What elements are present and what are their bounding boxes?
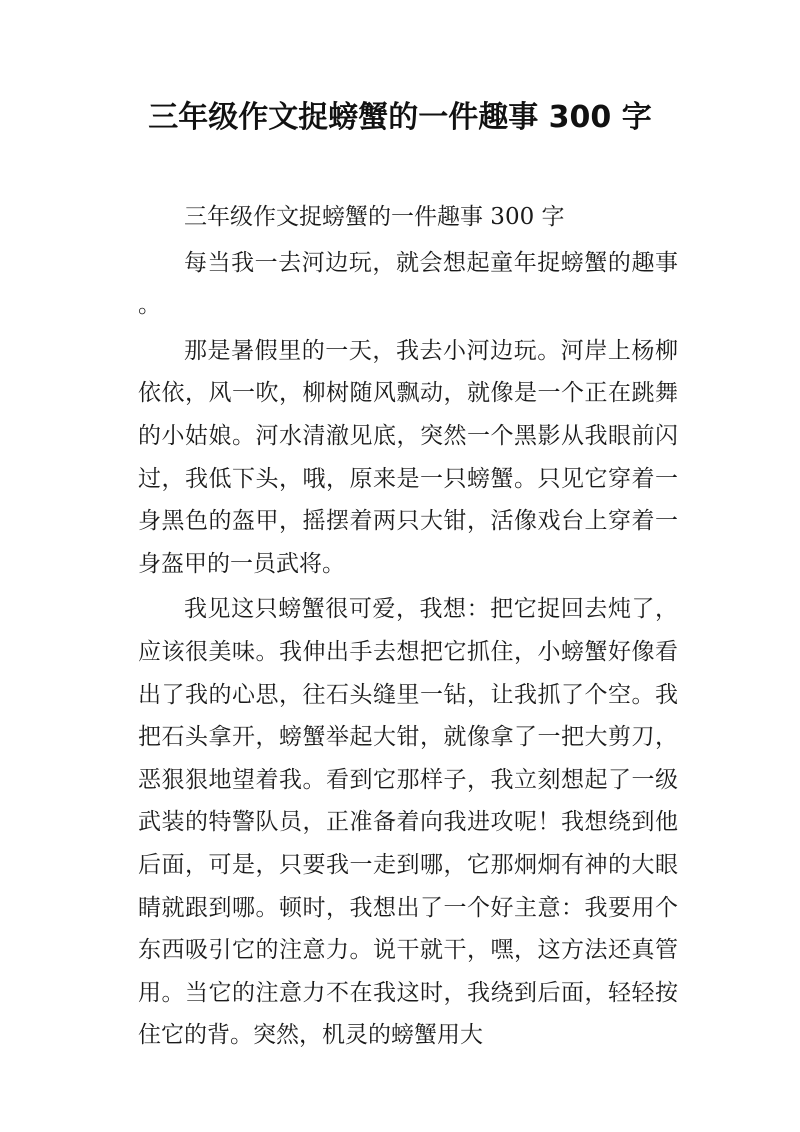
paragraph-intro: 每当我一去河边玩，就会想起童年捉螃蟹的趣事。 xyxy=(138,249,678,319)
paragraph-catching-crab: 我见这只螃蟹很可爱，我想：把它捉回去炖了，应该很美味。我伸出手去想把它抓住，小螃蟹好像看出了我的心思，往石头缝里一钻，让我抓了个空。我把石头拿开，螃蟹举起大钳，就像拿了一把大剪刀，恶狠狠地望着我。看到它那样子，我立刻想起了一级武装的特警队员，正准备着向我进攻呢！我想绕到他后面，可是，只要我一走到哪，它那炯炯有神的大眼睛就跟到哪。顿时，我想出了一个好主意：我要用个东西吸引它的注意力。说干就干，嘿，这方法还真管用。当它的注意力不在我这时，我绕到后面，轻轻按住它的背。突然，机灵的螃蟹用大 xyxy=(138,596,678,1049)
paragraph-summer-day: 那是暑假里的一天，我去小河边玩。河岸上杨柳依依，风一吹，柳树随风飘动，就像是一个正在跳舞的小姑娘。河水清澈见底，突然一个黑影从我眼前闪过，我低下头，哦，原来是一只螃蟹。只见它穿着一身黑色的盔甲，摇摆着两只大钳，活像戏台上穿着一身盔甲的一员武将。 xyxy=(138,337,678,577)
document-body xyxy=(138,196,678,1060)
paragraph-subtitle: 三年级作文捉螃蟹的一件趣事 300 字 xyxy=(184,204,565,230)
document-title: 三年级作文捉螃蟹的一件趣事 300 字 xyxy=(148,100,652,135)
